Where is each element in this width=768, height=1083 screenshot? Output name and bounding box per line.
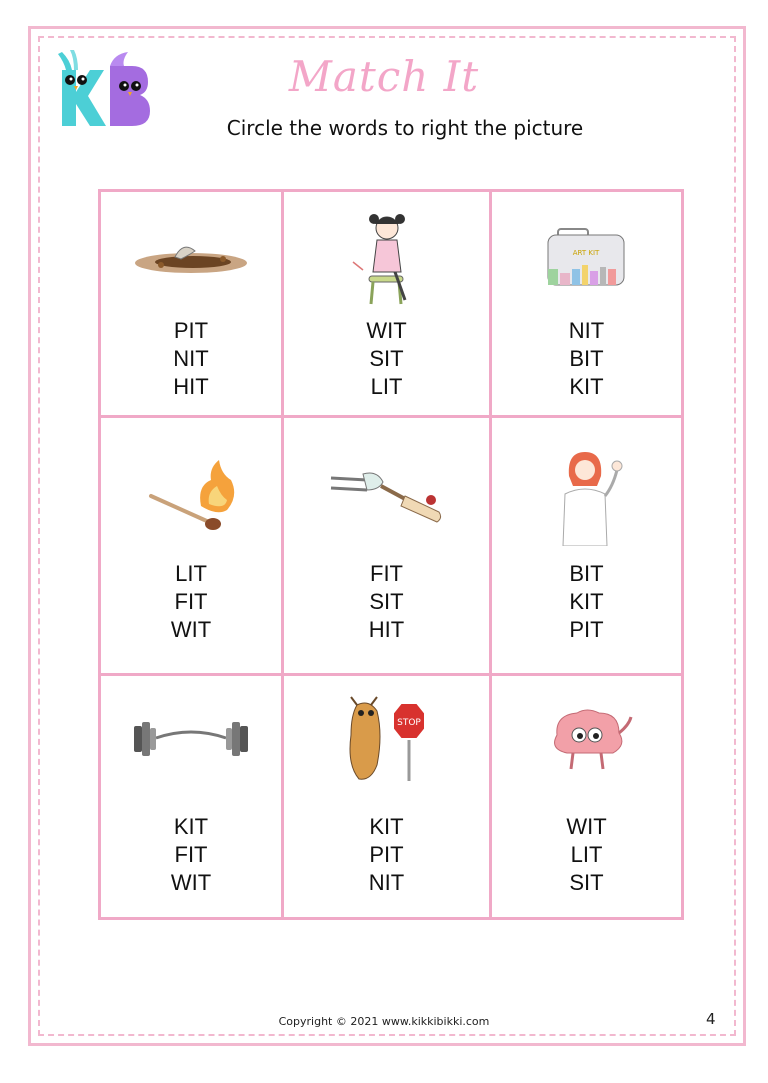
copyright-footer: Copyright © 2021 www.kikkibikki.com bbox=[278, 1015, 490, 1028]
word-option[interactable]: KIT bbox=[369, 814, 404, 839]
word-option[interactable]: HIT bbox=[173, 374, 209, 399]
art-kit-picture bbox=[492, 210, 681, 310]
barbell-picture bbox=[101, 688, 281, 788]
page-title: Match It bbox=[288, 52, 480, 101]
word-option[interactable]: KIT bbox=[569, 589, 604, 614]
stop-sign-text: STOP bbox=[396, 718, 421, 728]
grid-line-right bbox=[681, 189, 684, 920]
page-instructions: Circle the words to right the picture bbox=[226, 116, 584, 140]
word-option[interactable]: WIT bbox=[170, 617, 212, 642]
grid-cell bbox=[284, 192, 489, 415]
art-kit-label: ART KIT bbox=[572, 249, 599, 257]
word-option[interactable]: NIT bbox=[368, 870, 405, 895]
word-option[interactable]: KIT bbox=[173, 814, 209, 839]
grid-cell bbox=[101, 192, 281, 415]
word-option[interactable]: FIT bbox=[174, 842, 208, 867]
grid-cell bbox=[101, 676, 281, 917]
word-option[interactable]: BIT bbox=[569, 346, 604, 371]
grid-cell bbox=[101, 418, 281, 673]
brain-picture bbox=[492, 690, 681, 790]
grid-cell bbox=[492, 192, 681, 415]
word-option[interactable]: PIT bbox=[369, 842, 404, 867]
logo-text: KB bbox=[52, 48, 54, 49]
word-choices bbox=[284, 560, 489, 644]
word-choices bbox=[284, 317, 489, 401]
girl-sitting-picture bbox=[284, 210, 489, 310]
word-option[interactable]: NIT bbox=[568, 318, 605, 343]
cricket-bat-hit-picture bbox=[284, 446, 489, 546]
word-option[interactable]: NIT bbox=[173, 346, 209, 371]
word-option[interactable]: PIT bbox=[569, 617, 604, 642]
word-picture-grid bbox=[98, 189, 684, 920]
word-choices bbox=[101, 560, 281, 644]
grid-cell bbox=[284, 418, 489, 673]
word-option[interactable]: FIT bbox=[370, 561, 403, 586]
word-choices bbox=[101, 813, 281, 897]
word-option[interactable]: SIT bbox=[369, 589, 404, 614]
word-option[interactable]: KIT bbox=[569, 374, 604, 399]
louse-stop-sign-picture bbox=[284, 690, 489, 790]
word-option[interactable]: FIT bbox=[174, 589, 208, 614]
grid-line-bottom bbox=[98, 917, 684, 920]
word-choices bbox=[284, 813, 489, 897]
word-option[interactable]: WIT bbox=[366, 318, 407, 343]
word-choices bbox=[492, 813, 681, 897]
word-option[interactable]: SIT bbox=[369, 346, 404, 371]
word-choices bbox=[492, 560, 681, 644]
word-option[interactable]: LIT bbox=[175, 561, 207, 586]
word-choices bbox=[101, 317, 281, 401]
word-option[interactable]: HIT bbox=[368, 617, 405, 642]
lit-match-picture bbox=[101, 446, 281, 546]
word-option[interactable]: LIT bbox=[570, 842, 603, 867]
grid-cell bbox=[284, 676, 489, 917]
word-option[interactable]: BIT bbox=[569, 561, 604, 586]
page-number: 4 bbox=[706, 1010, 716, 1028]
word-option[interactable]: WIT bbox=[566, 814, 607, 839]
word-option[interactable]: SIT bbox=[569, 870, 604, 895]
grid-cell bbox=[492, 676, 681, 917]
word-choices bbox=[492, 317, 681, 401]
word-option[interactable]: LIT bbox=[370, 374, 403, 399]
word-option[interactable]: PIT bbox=[173, 318, 209, 343]
woman-picture bbox=[492, 446, 681, 546]
grid-cell bbox=[492, 418, 681, 673]
word-option[interactable]: WIT bbox=[170, 870, 212, 895]
mud-puddle-picture bbox=[101, 210, 281, 310]
